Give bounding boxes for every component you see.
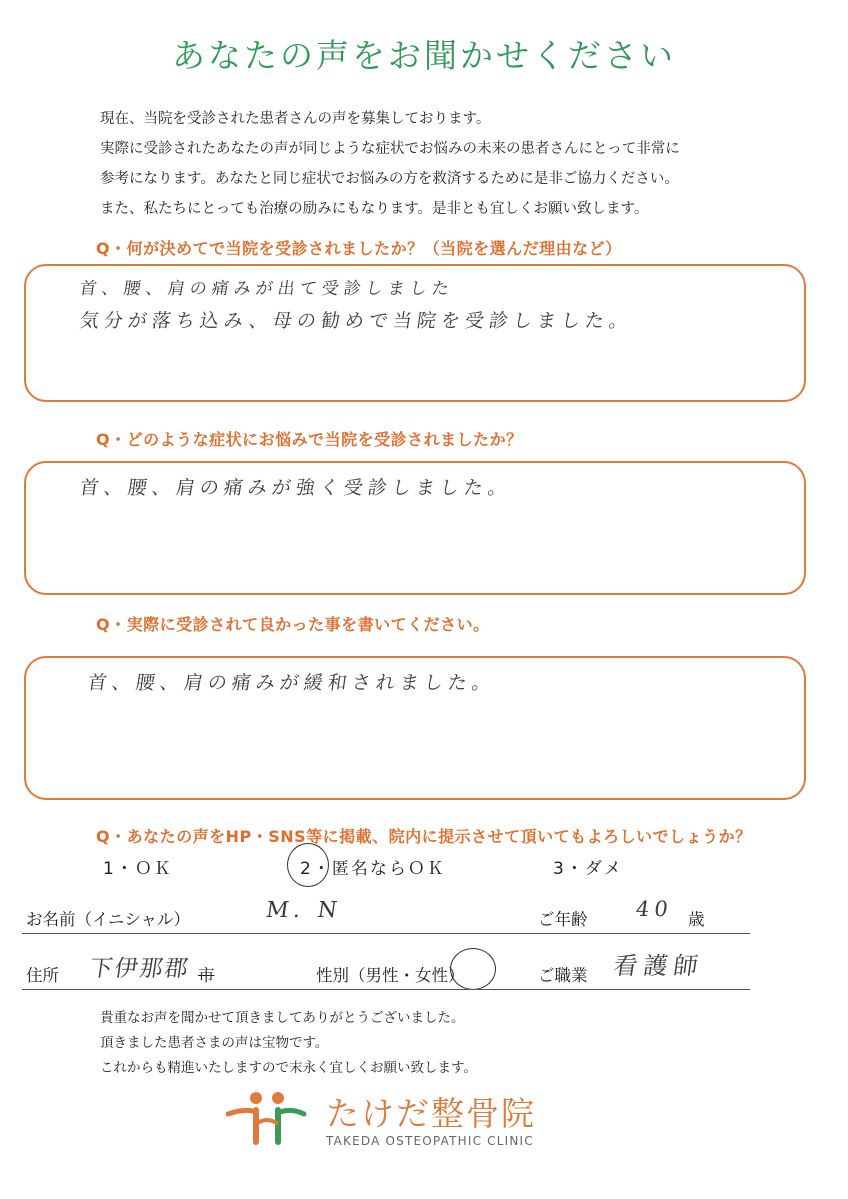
question-consent: Q・あなたの声をHP・SNS等に掲載、院内に提示させて頂いてもよろしいでしょうか？: [96, 827, 752, 846]
intro-line: 現在、当院を受診された患者さんの声を募集しております。: [100, 111, 491, 127]
intro-text: [100, 104, 780, 224]
closing-line: 貴重なお声を聞かせて頂きましてありがとうございました。: [100, 1010, 465, 1026]
handwritten-answer: 首、腰、肩の痛みが強く受診しました。: [78, 477, 514, 499]
address-value[interactable]: 下伊那郡: [87, 956, 192, 982]
answer-box-good-points[interactable]: [24, 656, 806, 800]
age-value[interactable]: 40: [634, 897, 675, 921]
page-title: あなたの声をお聞かせください: [172, 36, 676, 75]
age-unit: 歳: [688, 910, 705, 929]
gender-label: 性別（男性・女性）: [316, 966, 465, 985]
intro-line: また、私たちにとっても治療の励みにもなります。是非とも宜しくお願い致します。: [100, 201, 649, 217]
question-reason: Q・何が決めてで当院を受診されましたか？（当院を選んだ理由など）: [96, 239, 622, 258]
answer-box-symptoms[interactable]: [24, 461, 806, 595]
form-divider: [22, 989, 750, 990]
job-label: ご職業: [538, 966, 588, 985]
clinic-logo-icon: [226, 1090, 316, 1150]
closing-text: [100, 1006, 477, 1081]
handwritten-answer: 首、腰、肩の痛みが緩和されました。: [86, 672, 498, 694]
form-divider: [22, 933, 750, 934]
job-value[interactable]: 看護師: [611, 952, 706, 980]
gender-selection-circle: [450, 948, 496, 990]
answer-box-reason[interactable]: [24, 264, 806, 402]
name-label: お名前（イニシャル）: [26, 910, 191, 929]
clinic-name-english: TAKEDA OSTEOPATHIC CLINIC: [326, 1134, 534, 1148]
address-label: 住所: [26, 966, 59, 985]
question-good-points: Q・実際に受診されて良かった事を書いてください。: [96, 615, 490, 634]
address-struck-suffix: 市: [198, 966, 215, 985]
handwritten-answer: 首、腰、肩の痛みが出て受診しました: [78, 279, 456, 299]
closing-line: 頂きました患者さまの声は宝物です。: [100, 1035, 329, 1051]
intro-line: 実際に受診されたあなたの声が同じような症状でお悩みの未来の患者さんにとって非常に: [100, 141, 680, 157]
clinic-name: たけだ整骨院: [326, 1094, 536, 1133]
consent-option-anonymous[interactable]: 2・匿名ならＯＫ: [300, 859, 446, 879]
handwritten-answer: 気分が落ち込み、母の勧めで当院を受診しました。: [78, 310, 635, 332]
intro-line: 参考になります。あなたと同じ症状でお悩みの方を救済するために是非ご協力ください。: [100, 171, 679, 187]
name-value[interactable]: M. N: [264, 898, 344, 923]
closing-line: これからも精進いたしますので末永く宜しくお願い致します。: [100, 1060, 477, 1076]
consent-option-no[interactable]: 3・ダメ: [553, 859, 623, 879]
consent-option-ok[interactable]: 1・ＯＫ: [103, 859, 173, 879]
age-label: ご年齢: [538, 910, 588, 929]
question-symptoms: Q・どのような症状にお悩みで当院を受診されましたか？: [96, 430, 523, 449]
